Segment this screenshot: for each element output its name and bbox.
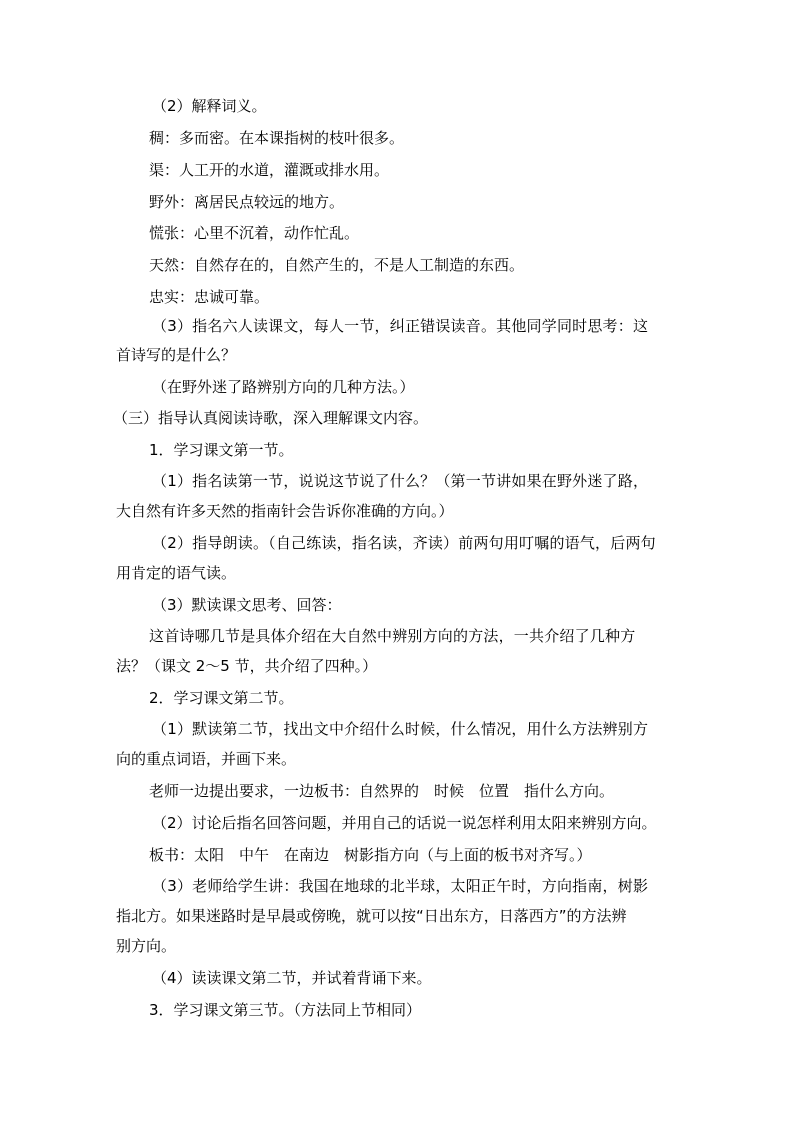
text-line: 用肯定的语气读。 [116, 564, 237, 582]
section-heading: （三）指导认真阅读诗歌，深入理解课文内容。 [113, 409, 429, 427]
text-line: 首诗写的是什么？ [116, 346, 237, 364]
text-line: 2．学习课文第二节。 [149, 689, 294, 707]
text-line: （2）解释词义。 [152, 97, 267, 115]
text-line: （在野外迷了路辨别方向的几种方法。） [152, 378, 415, 396]
text-line: 法？（课文 2～5 节，共介绍了四种。） [116, 657, 378, 675]
text-line: 渠：人工开的水道，灌溉或排水用。 [149, 161, 390, 179]
text-line: 1．学习课文第一节。 [149, 441, 294, 459]
text-line: （3）指名六人读课文，每人一节，纠正错误读音。其他同学同时思考：这 [152, 317, 649, 335]
text-line: 忠实：忠诚可靠。 [149, 288, 270, 306]
text-line: 别方向。 [116, 937, 177, 955]
text-line: 指北方。如果迷路时是早晨或傍晚，就可以按“日出东方，日落西方”的方法辨 [116, 907, 627, 925]
text-line: 向的重点词语，并画下来。 [116, 750, 297, 768]
text-line: 天然：自然存在的，自然产生的，不是人工制造的东西。 [149, 256, 525, 274]
text-line: 野外：离居民点较远的地方。 [149, 193, 345, 211]
text-line: 慌张：心里不沉着，动作忙乱。 [149, 224, 360, 242]
text-line: （2）讨论后指名回答问题，并用自己的话说一说怎样利用太阳来辨别方向。 [152, 814, 657, 832]
text-line: （4）读读课文第二节，并试着背诵下来。 [152, 969, 432, 987]
text-line: 稠：多而密。在本课指树的枝叶很多。 [149, 129, 405, 147]
text-line: 板书：太阳 中午 在南边 树影指方向（与上面的板书对齐写。） [149, 846, 592, 864]
text-line: （3）默读课文思考、回答： [152, 596, 342, 614]
text-line: 这首诗哪几节是具体介绍在大自然中辨别方向的方法，一共介绍了几种方 [149, 627, 636, 645]
text-line: （1）指名读第一节，说说这节说了什么？（第一节讲如果在野外迷了路， [152, 472, 649, 490]
text-line: 大自然有许多天然的指南针会告诉你准确的方向。） [116, 502, 454, 520]
text-line: 3．学习课文第三节。（方法同上节相同） [149, 1001, 422, 1019]
text-line: 老师一边提出要求，一边板书：自然界的 时候 位置 指什么方向。 [149, 782, 615, 800]
text-line: （3）老师给学生讲：我国在地球的北半球，太阳正午时，方向指南，树影 [152, 877, 649, 895]
text-line: （2）指导朗读。（自己练读，指名读，齐读）前两句用叮嘱的语气，后两句 [152, 534, 656, 552]
text-line: （1）默读第二节，找出文中介绍什么时候，什么情况，用什么方法辨别方 [152, 720, 649, 738]
